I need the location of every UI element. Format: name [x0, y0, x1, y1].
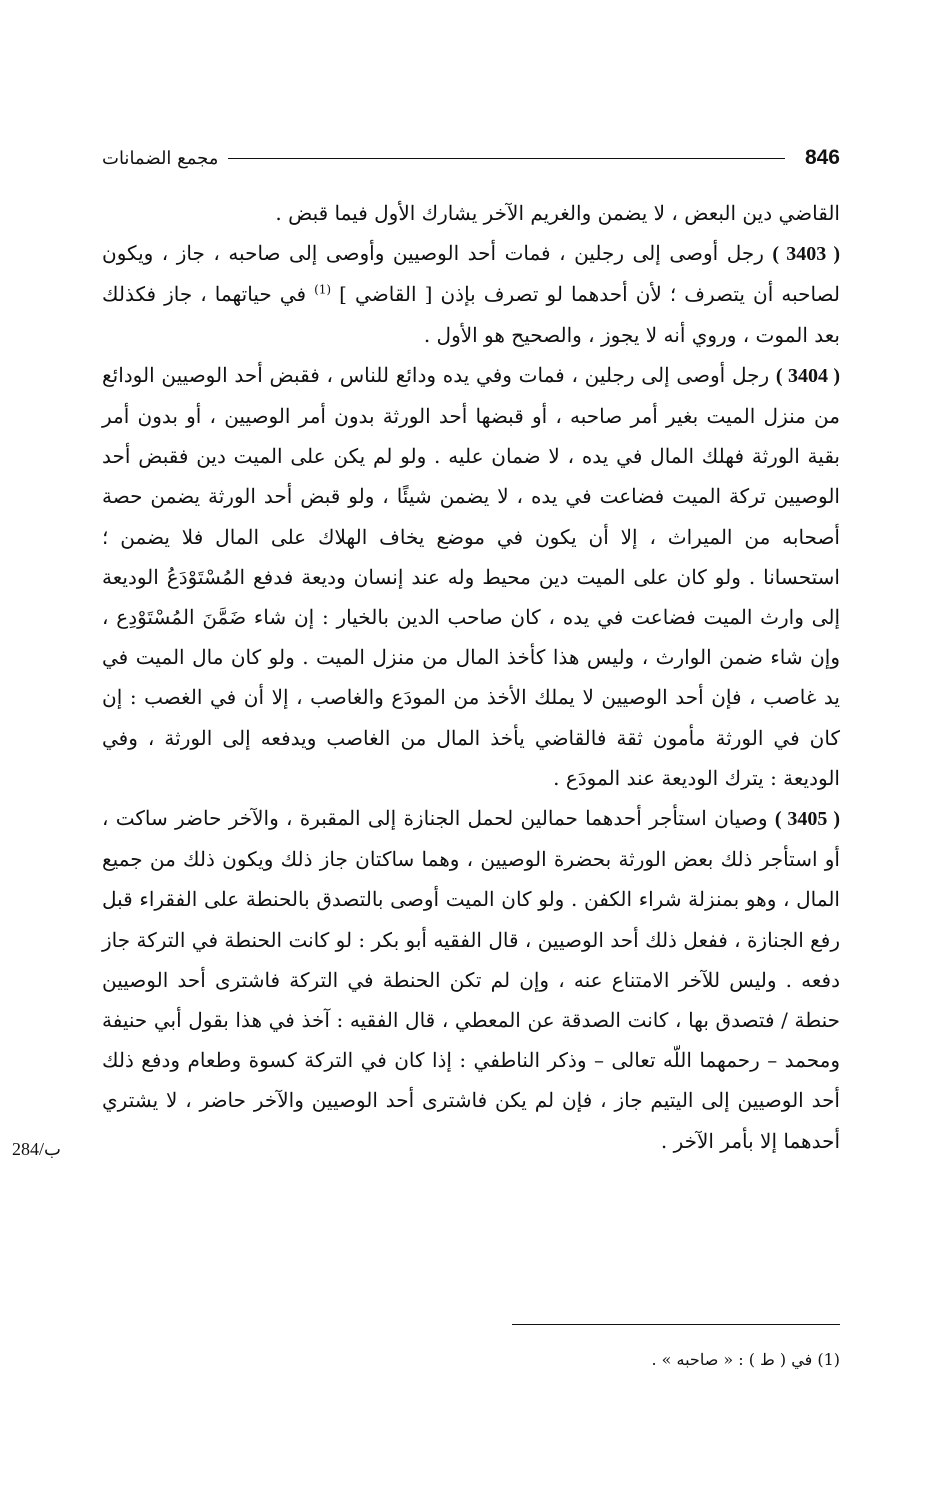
footnote-rule [512, 1324, 840, 1325]
footnote: (1) في ( ط ) : « صاحبه » . [651, 1350, 840, 1369]
paragraph-number-value: 3404 [787, 364, 828, 387]
paragraph-number: ( 3405 ) [774, 808, 840, 831]
paragraph-number: ( 3404 ) [775, 364, 840, 387]
body-text [102, 193, 840, 1161]
paragraph-text: رجل أوصى إلى رجلين ، فمات أحد الوصيين وأوصى إلى صاحبه ، جاز ، ويكون لصاحبه أن يتصرف ؛ لأن أحدهما لو تصرف بإذن [ القاضي ] [102, 241, 840, 307]
paragraph-3403 [102, 233, 840, 355]
opening-line [102, 193, 840, 233]
paragraph-text: فتصدق بها ، كانت الصدقة عن المعطي ، قال الفقيه : آخذ في هذا بقول أبي حنيفة ومحمد – رحمهما اللّه تعالى – وذكر الناطفي : إذا كان في التركة كسوة وطعام ودفع ذلك أحد الوصيين إلى اليتيم جاز ، فإن لم يكن فاشترى أحد الوصيين والآخر حاضر ، لا يشتري أحدهما إلا بأمر الآخر . [102, 1008, 840, 1153]
page-header [102, 138, 840, 178]
paragraph-text: وصيان استأجر أحدهما حمالين لحمل الجنازة إلى المقبرة ، والآخر حاضر ساكت ، أو استأجر ذلك بعض الورثة بحضرة الوصيين ، وهما ساكتان جاز ذلك ويكون ذلك من جميع المال ، وهو بمنزلة شراء الكفن . ولو كان الميت أوصى بالتصدق بالحنطة على الفقراء قبل رفع الجنازة ، ففعل ذلك أحد الوصيين ، قال الفقيه أبو بكر : لو كانت الحنطة في التركة جاز دفعه . وليس للآخر الامتناع عنه ، وإن لم تكن الحنطة في التركة فاشترى أحد الوصيين حنطة [102, 806, 841, 1033]
paragraph-number-value: 3405 [787, 808, 828, 831]
folio-margin-note: 284/ب [12, 1139, 61, 1159]
opening-text: القاضي دين البعض ، لا يضمن والغريم الآخر يشارك الأول فيما قبض . [275, 201, 840, 225]
page-number: 846 [804, 146, 840, 169]
folio-mark: / [781, 1008, 788, 1033]
header-rule [228, 158, 785, 159]
running-title: مجمع الضمانات [102, 147, 219, 169]
paragraph-3405 [102, 798, 840, 1161]
footnote-reference: (1) [314, 282, 332, 297]
paragraph-text: في حياتهما ، جاز فكذلك بعد الموت ، وروي أنه لا يجوز ، والصحيح هو الأول . [102, 282, 840, 347]
paragraph-number-value: 3403 [786, 243, 827, 266]
paragraph-3404 [102, 355, 840, 798]
paragraph-text: رجل أوصى إلى رجلين ، فمات وفي يده ودائع للناس ، فقبض أحد الوصيين الودائع من منزل الميت بغير أمر صاحبه ، أو قبضها أحد الورثة بدون أمر الوصيين ، أو بدون أمر بقية الورثة فهلك المال في يده ، لا ضمان عليه . ولو لم يكن على الميت دين فقبض أحد الوصيين تركة الميت فضاعت في يده ، لا يضمن شيئًا ، ولو قبض أحد الورثة يضمن حصة أصحابه من الميراث ، إلا أن يكون في موضع يخاف الهلاك على المال فلا يضمن ؛ استحسانا . ولو كان على الميت دين محيط وله عند إنسان وديعة فدفع المُسْتَوْدَعُ الوديعة إلى وارث الميت فضاعت في يده ، كان صاحب الدين بالخيار : إن شاء ضَمَّنَ المُسْتَوْدِع ، وإن شاء ضمن الوارث ، وليس هذا كأخذ المال من منزل الميت . ولو كان مال الميت في يد غاصب ، فإن أحد الوصيين لا يملك الأخذ من المودَع والغاصب ، إلا أن في الغصب : إن كان في الورثة مأمون ثقة فالقاضي يأخذ المال من الغاصب ويدفعه إلى الورثة ، وفي الوديعة : يترك الوديعة عند المودَع . [102, 362, 840, 790]
paragraph-number: ( 3403 ) [772, 243, 840, 266]
